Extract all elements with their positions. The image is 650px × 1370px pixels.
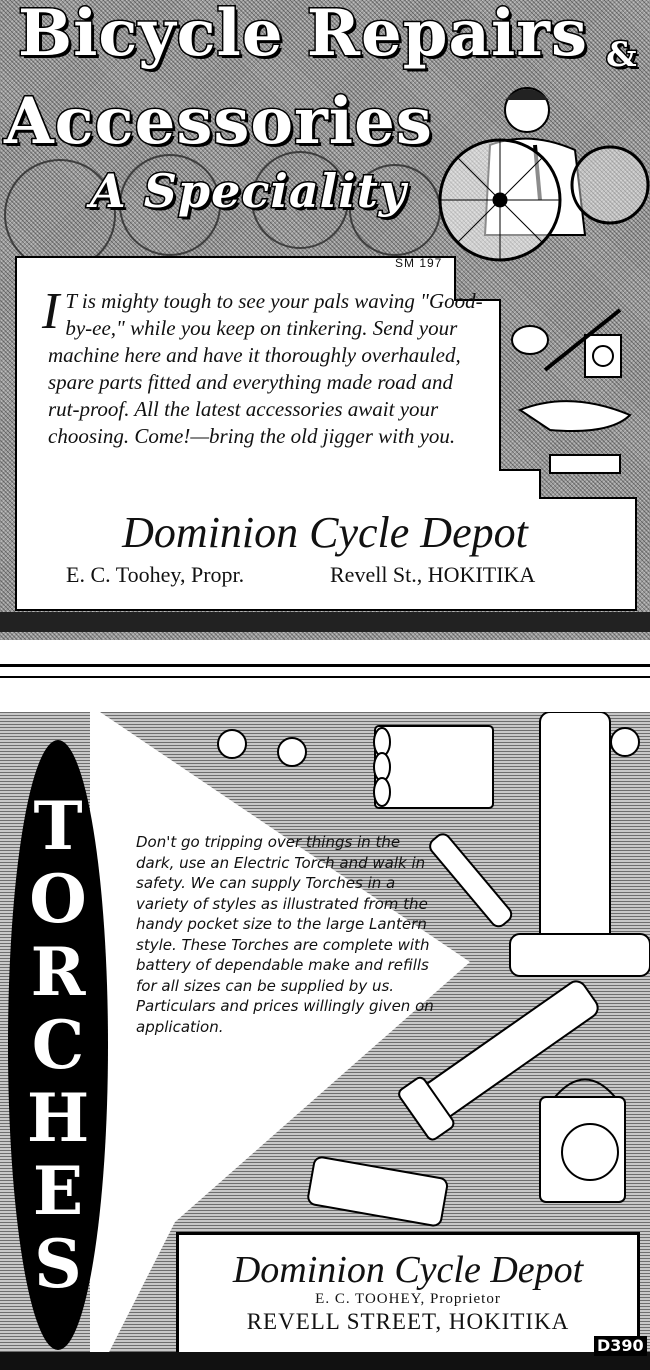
torches-letter: R [30,933,86,1011]
ad1-headline-line2: Accessories [4,84,433,159]
ad2-proprietor: E. C. TOOHEY, Proprietor [315,1291,501,1307]
ad2-bottom-border [0,1352,650,1370]
torches-letter: C [31,1006,85,1084]
torches-letter: E [32,1152,84,1230]
ad1-headline-line3: A Speciality [90,164,407,218]
ad1-ref-code: SM 197 [395,256,443,270]
ad2-company-name: Dominion Cycle Depot [232,1249,584,1291]
ad2-address: REVELL STREET, HOKITIKA [246,1309,570,1334]
ad1-drop-cap: I [42,283,60,340]
ad1-address: Revell St., HOKITIKA [330,562,536,587]
ad1-headline-line1: Bicycle Repairs [18,0,589,71]
ad1-company-name: Dominion Cycle Depot [122,508,528,557]
ad1-proprietor: E. C. Toohey, Propr. [66,562,245,587]
ad1-body-copy [42,283,488,450]
column-separator-rule-2 [0,676,650,678]
ad2-body-text: Don't go tripping over things in the dark, use an Electric Torch and walk in safety. We can supply Torches in a variety of styles as illustrated from the handy pocket size to the large Lantern style. These Torches are complete with battery of dependable make and refills for all sizes can be supplied by us. Particulars and prices willingly given on application. [136,833,434,1036]
torches-letter: O [29,860,87,938]
column-separator-rule [0,664,650,667]
ad1-headline-ampersand: & [606,35,638,75]
ad2-ref-code: D390 [594,1336,647,1356]
torches-letter: S [34,1225,82,1303]
ad1-body-text: T is mighty tough to see your pals waving "Good-by-ee," while you keep on tinkering. Send your machine here and have it thoroughly overhauled, spare parts fitted and everything made road and rut-proof. All the latest accessories await your choosing. Come!—bring the old jigger with you. [48,289,483,448]
ad1-bottom-border [0,612,650,632]
torches-letter: H [26,1079,90,1157]
torches-letter: T [33,787,83,865]
